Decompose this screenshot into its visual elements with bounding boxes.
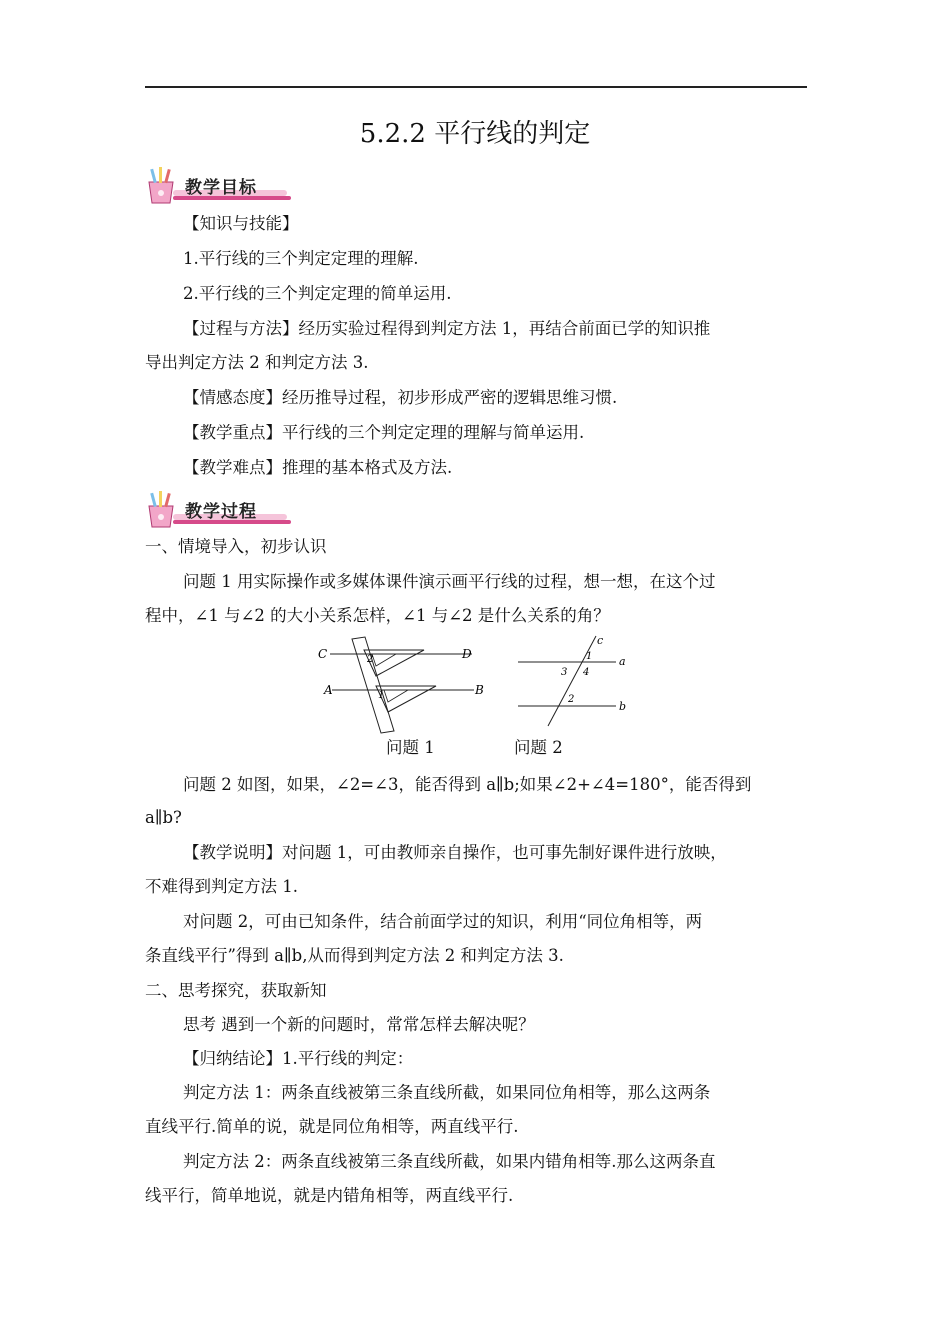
paragraph: a∥b? — [145, 808, 182, 827]
paragraph: 【情感态度】经历推导过程，初步形成严密的逻辑思维习惯. — [183, 388, 618, 407]
paragraph: 1.平行线的三个判定定理的理解. — [183, 249, 419, 268]
section-badge-teaching-goals — [143, 166, 293, 206]
paragraph: 问题 2 如图，如果，∠2=∠3，能否得到 a∥b;如果∠2+∠4=180°，能否得到 — [183, 775, 752, 794]
angle-label-3: 3 — [561, 667, 568, 678]
label-b: b — [619, 700, 627, 713]
figure-caption-1: 问题 1 — [386, 738, 435, 757]
angle-label-2: 2 — [367, 654, 374, 665]
figure-problem-1 — [312, 636, 492, 736]
section-heading: 一、情境导入，初步认识 — [145, 537, 327, 556]
paragraph: 对问题 2，可由已知条件，结合前面学过的知识，利用“同位角相等，两 — [183, 912, 703, 931]
paragraph: 线平行，简单地说，就是内错角相等，两直线平行. — [145, 1186, 514, 1205]
paragraph: 【知识与技能】 — [183, 214, 299, 233]
paragraph: 思考 遇到一个新的问题时，常常怎样去解决呢？ — [183, 1015, 535, 1034]
paragraph: 【过程与方法】经历实验过程得到判定方法 1，再结合前面已学的知识推 — [183, 319, 711, 338]
label-a: a — [619, 655, 626, 668]
angle-label-2: 2 — [568, 694, 575, 705]
paragraph: 【归纳结论】1.平行线的判定： — [183, 1049, 414, 1068]
label-D: D — [462, 647, 472, 661]
pencil-cup-icon — [143, 166, 183, 206]
paragraph: 【教学说明】对问题 1，可由教师亲自操作，也可事先制好课件进行放映， — [183, 843, 727, 862]
paragraph: 不难得到判定方法 1. — [145, 877, 298, 896]
section-heading: 二、思考探究，获取新知 — [145, 981, 327, 1000]
section-label: 教学过程 — [185, 502, 257, 522]
label-B: B — [475, 683, 484, 697]
label-c: c — [597, 634, 604, 647]
figure-caption-2: 问题 2 — [514, 738, 563, 757]
section-badge-teaching-process — [143, 490, 293, 530]
angle-label-1: 1 — [586, 651, 593, 662]
page-title: 5.2.2 平行线的判定 — [359, 119, 591, 149]
section-label: 教学目标 — [185, 178, 257, 198]
paragraph: 直线平行.简单的说，就是同位角相等，两直线平行. — [145, 1117, 519, 1136]
paragraph: 程中，∠1 与∠2 的大小关系怎样，∠1 与∠2 是什么关系的角？ — [145, 606, 610, 625]
figure-problem-2 — [512, 632, 642, 728]
paragraph: 导出判定方法 2 和判定方法 3. — [145, 353, 369, 372]
header-rule — [145, 86, 807, 88]
paragraph: 判定方法 1：两条直线被第三条直线所截，如果同位角相等，那么这两条 — [183, 1083, 711, 1102]
paragraph: 【教学重点】平行线的三个判定定理的理解与简单运用. — [183, 423, 585, 442]
paragraph: 2.平行线的三个判定定理的简单运用. — [183, 284, 452, 303]
paragraph: 条直线平行”得到 a∥b,从而得到判定方法 2 和判定方法 3. — [145, 946, 564, 965]
paragraph: 判定方法 2：两条直线被第三条直线所截，如果内错角相等.那么这两条直 — [183, 1152, 716, 1171]
label-A: A — [324, 683, 333, 697]
pencil-cup-icon — [143, 490, 183, 530]
paragraph: 【教学难点】推理的基本格式及方法. — [183, 458, 453, 477]
label-C: C — [318, 647, 328, 661]
paragraph: 问题 1 用实际操作或多媒体课件演示画平行线的过程，想一想，在这个过 — [183, 572, 716, 591]
angle-label-1: 1 — [378, 690, 385, 701]
angle-label-4: 4 — [583, 667, 590, 678]
